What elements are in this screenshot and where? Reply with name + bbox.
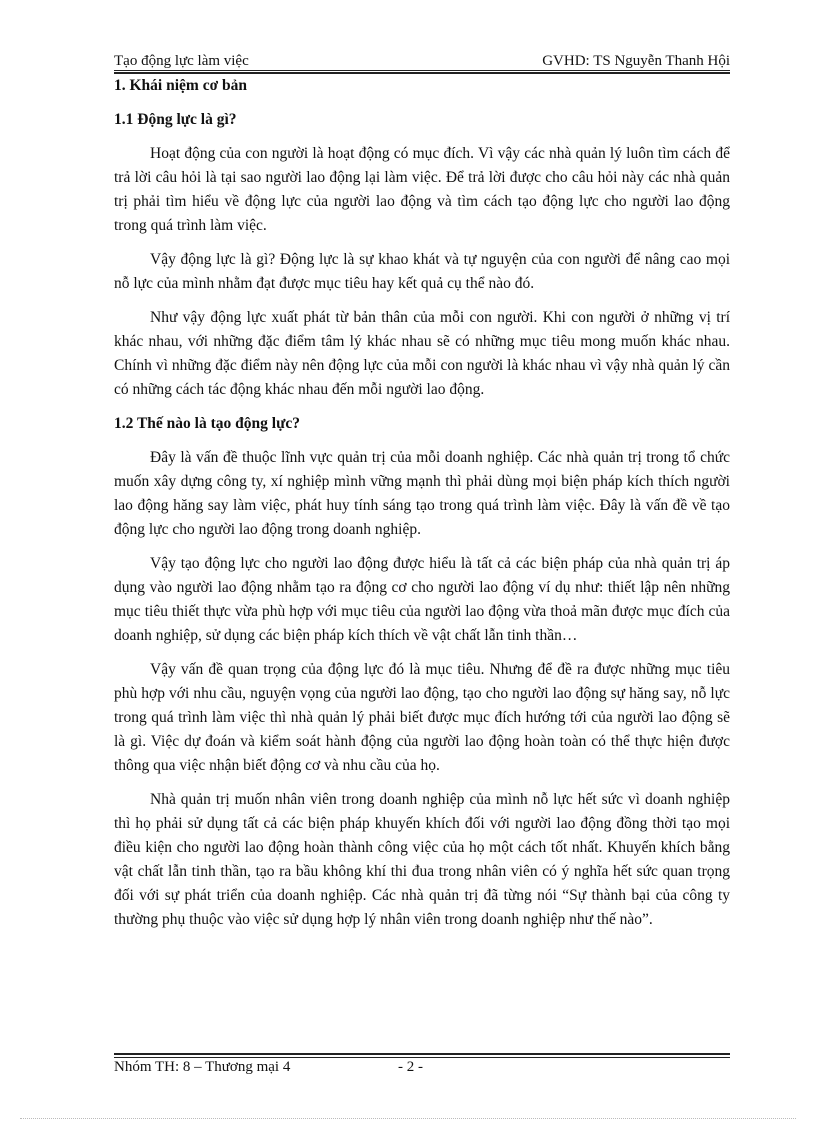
section-heading-1-2: 1.2 Thế nào là tạo động lực? <box>114 415 300 432</box>
paragraph: Nhà quản trị muốn nhân viên trong doanh nghiệp của mình nỗ lực hết sức vì doanh nghiệp thì họ phải sử dụng tất cả các biện pháp khuyến khích đối với người lao động đồng thời tạo mọi điều kiện cho người lao động hoàn thành công việc của họ một cách tốt nhất. Khuyến khích bằng vật chất lẫn tinh thần, tạo ra bầu không khí thi đua trong nhân viên có ý nghĩa hết sức quan trọng đối với sự phát triển của doanh nghiệp. Các nhà quản trị đã từng nói “Sự thành bại của công ty thường phụ thuộc vào việc sử dụng hợp lý nhân viên trong doanh nghiệp như thế nào”. <box>114 791 730 928</box>
paragraph: Đây là vấn đề thuộc lĩnh vực quản trị của mỗi doanh nghiệp. Các nhà quản trị trong tổ chức muốn xây dựng công ty, xí nghiệp mình vững mạnh thì phải dùng mọi biện pháp kích thích người lao động hăng say làm việc, phát huy tính sáng tạo trong quá trình làm việc. Đây là vấn đề về tạo động lực cho người lao động trong doanh nghiệp. <box>114 449 730 538</box>
page-number: - 2 - <box>398 1059 423 1075</box>
section-heading-1-1: 1.1 Động lực là gì? <box>114 111 237 128</box>
page-header <box>114 50 730 70</box>
page-boundary <box>20 1118 796 1119</box>
footer-group: Nhóm TH: 8 – Thương mại 4 <box>114 1059 291 1075</box>
header-doc-title: Tạo động lực làm việc <box>114 53 249 69</box>
header-advisor: GVHD: TS Nguyễn Thanh Hội <box>542 53 730 69</box>
footer-rule <box>114 1057 730 1058</box>
footer-rule-thick <box>114 1053 730 1055</box>
paragraph: Như vậy động lực xuất phát từ bản thân của mỗi con người. Khi con người ở những vị trí khác nhau, với những đặc điểm tâm lý khác nhau sẽ có những mục tiêu mong muốn khác nhau. Chính vì những đặc điểm này nên động lực của mỗi con người là khác nhau vì vậy nhà quản lý cần có những cách tác động khác nhau đến mỗi người lao động. <box>114 309 730 398</box>
page-footer <box>114 1059 730 1079</box>
document-body <box>114 74 730 942</box>
paragraph: Vậy động lực là gì? Động lực là sự khao khát và tự nguyện của con người để nâng cao mọi nỗ lực của mình nhằm đạt được mục tiêu hay kết quả cụ thể nào đó. <box>114 251 730 292</box>
paragraph: Vậy vấn đề quan trọng của động lực đó là mục tiêu. Nhưng để đề ra được những mục tiêu phù hợp với nhu cầu, nguyện vọng của người lao động, tạo cho người lao động sự hăng say, nỗ lực trong quá trình làm việc thì nhà quản lý phải biết được mục đích hướng tới của người lao động sẽ là gì. Việc dự đoán và kiểm soát hành động của người lao động hoàn toàn có thể thực hiện được thông qua việc nhận biết động cơ và nhu cầu của họ. <box>114 661 730 774</box>
paragraph: Hoạt động của con người là hoạt động có mục đích. Vì vậy các nhà quản lý luôn tìm cách để trả lời câu hỏi là tại sao người lao động lại làm việc. Để trả lời được cho câu hỏi này các nhà quản trị phải tìm hiểu về động lực của người lao động và tìm cách tạo động lực cho người lao động trong quá trình làm việc. <box>114 145 730 234</box>
header-rule <box>114 70 730 71</box>
paragraph: Vậy tạo động lực cho người lao động được hiểu là tất cả các biện pháp của nhà quản trị áp dụng vào người lao động nhằm tạo ra động cơ cho người lao động ví dụ như: thiết lập nên những mục tiêu thiết thực vừa phù hợp với mục tiêu của người lao động vừa thoả mãn được mục đích của doanh nghiệp, sử dụng các biện pháp kích thích về vật chất lẫn tinh thần… <box>114 555 730 644</box>
section-heading-1: 1. Khái niệm cơ bản <box>114 77 248 94</box>
